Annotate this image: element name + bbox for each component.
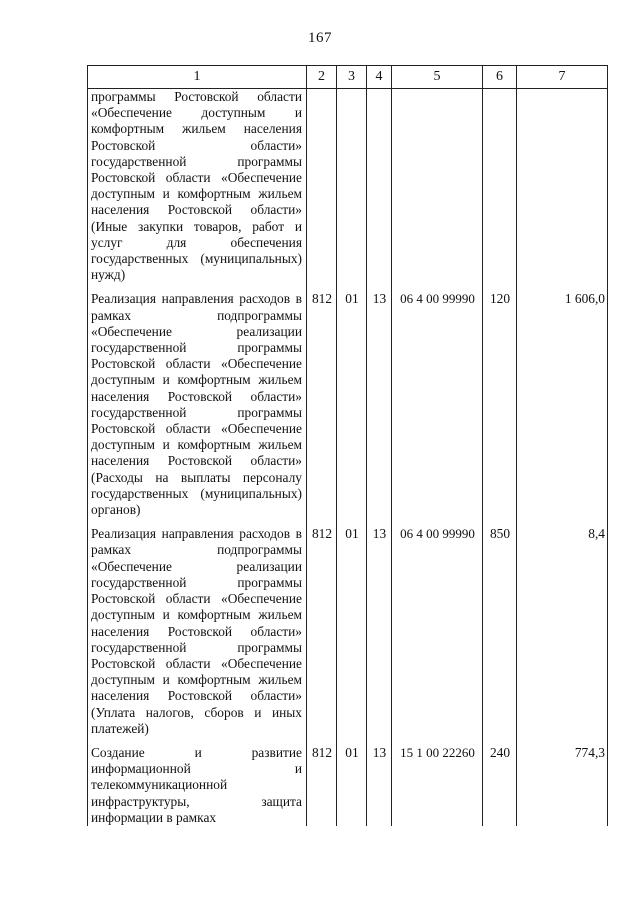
target-article-code: 06 4 00 99990 xyxy=(392,291,483,526)
header-col-1: 1 xyxy=(88,66,307,89)
section-code xyxy=(337,89,367,292)
subsection-code: 13 xyxy=(367,745,392,826)
header-col-6: 6 xyxy=(483,66,517,89)
ministry-code: 812 xyxy=(307,745,337,826)
ministry-code: 812 xyxy=(307,526,337,745)
expense-type-code xyxy=(483,89,517,292)
table-row xyxy=(88,291,608,526)
budget-table xyxy=(87,65,608,826)
page-bottom-margin xyxy=(0,853,640,905)
expense-type-code: 120 xyxy=(483,291,517,526)
subsection-code xyxy=(367,89,392,292)
amount: 1 606,0 xyxy=(517,291,608,526)
amount xyxy=(517,89,608,292)
section-code: 01 xyxy=(337,291,367,526)
target-article-code: 06 4 00 99990 xyxy=(392,526,483,745)
amount: 774,3 xyxy=(517,745,608,826)
row-description: Реализация направления расходов в рамках подпрограммы «Обеспечение реализации государственной программы Ростовской области «Обеспечение доступным и комфортным жильем населения Ростовской области» государственной программы Ростовской области «Обеспечение доступным и комфортным жильем населения Ростовской области» (Уплата налогов, сборов и иных платежей) xyxy=(88,526,307,745)
page-number: 167 xyxy=(308,30,332,46)
row-description: Создание и развитие информационной и телекоммуникационной инфраструктуры, защита информации в рамках xyxy=(88,745,307,826)
table-row xyxy=(88,745,608,826)
section-code: 01 xyxy=(337,526,367,745)
table-row xyxy=(88,89,608,292)
header-col-5: 5 xyxy=(392,66,483,89)
expense-type-code: 850 xyxy=(483,526,517,745)
amount: 8,4 xyxy=(517,526,608,745)
header-col-3: 3 xyxy=(337,66,367,89)
ministry-code xyxy=(307,89,337,292)
row-description: Реализация направления расходов в рамках подпрограммы «Обеспечение реализации государственной программы Ростовской области «Обеспечение доступным и комфортным жильем населения Ростовской области» государственной программы Ростовской области «Обеспечение доступным и комфортным жильем населения Ростовской области» (Расходы на выплаты персоналу государственных (муниципальных) органов) xyxy=(88,291,307,526)
header-col-7: 7 xyxy=(517,66,608,89)
table-row xyxy=(88,526,608,745)
subsection-code: 13 xyxy=(367,291,392,526)
expense-type-code: 240 xyxy=(483,745,517,826)
header-col-4: 4 xyxy=(367,66,392,89)
section-code: 01 xyxy=(337,745,367,826)
ministry-code: 812 xyxy=(307,291,337,526)
target-article-code: 15 1 00 22260 xyxy=(392,745,483,826)
header-row xyxy=(88,66,608,89)
row-description: программы Ростовской области «Обеспечение доступным и комфортным жильем населения Ростовской области» государственной программы Ростовской области «Обеспечение доступным и комфортным жильем населения Ростовской области» (Иные закупки товаров, работ и услуг для обеспечения государственных (муниципальных) нужд) xyxy=(88,89,307,292)
target-article-code xyxy=(392,89,483,292)
subsection-code: 13 xyxy=(367,526,392,745)
header-col-2: 2 xyxy=(307,66,337,89)
